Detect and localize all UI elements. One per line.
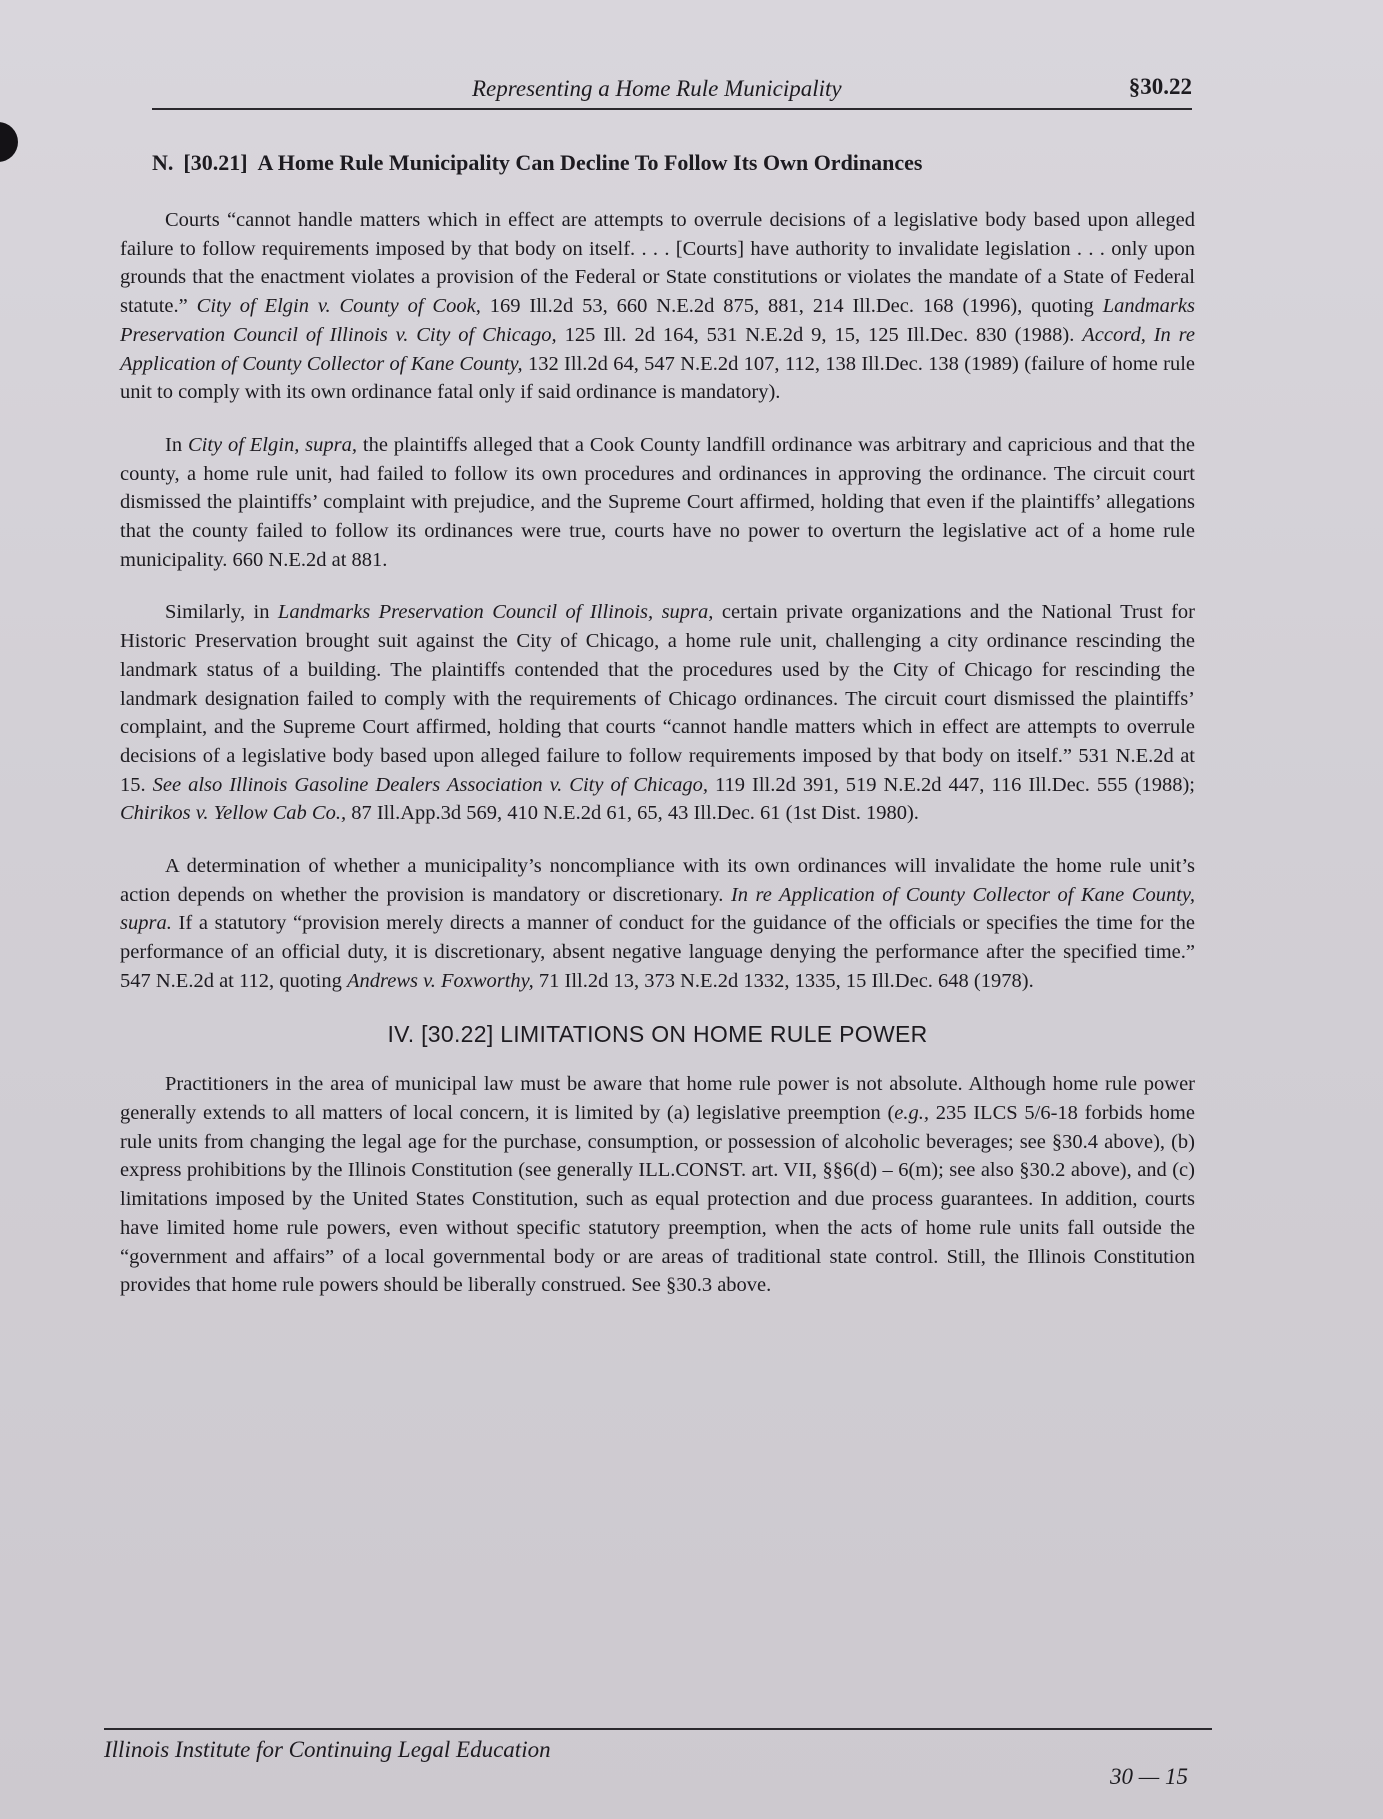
text-run: 119 Ill.2d 391, 519 N.E.2d 447, 116 Ill.Dec. 555 (1988);	[708, 773, 1195, 796]
text-run: Similarly, in	[165, 601, 278, 624]
paragraph-5	[120, 1070, 1195, 1300]
section-heading-text: A Home Rule Municipality Can Decline To Follow Its Own Ordinances	[257, 150, 923, 175]
text-run: Practitioners in the area of municipal law must be aware that home rule power is not absolute. Although home rule power generally extends to all matters of local concern, it is limited by (a) legislative preemption (	[120, 1073, 1195, 1124]
chapter-subheading: IV. [30.22] LIMITATIONS ON HOME RULE POWER	[387, 1020, 928, 1047]
paragraph-4	[120, 852, 1195, 996]
text-run: If a statutory “provision merely directs a manner of conduct for the guidance of the officials or specifies the time for the performance of an official duty, it is discretionary, absent negative language denying the performance after the specified time.” 547 N.E.2d at 112, quoting	[120, 912, 1195, 992]
text-run: 87 Ill.App.3d 569, 410 N.E.2d 61, 65, 43 Ill.Dec. 61 (1st Dist. 1980).	[346, 802, 919, 825]
page-number: 30 — 15	[1110, 1764, 1188, 1789]
text-run: 132 Ill.2d 64, 547 N.E.2d 107, 112, 138 Ill.Dec. 138 (1989) (failure of home rule unit to comply with its own ordinance fatal only if said ordinance is mandatory).	[120, 352, 1195, 404]
case-citation: Chirikos v. Yellow Cab Co.,	[120, 802, 347, 825]
paragraph-1	[120, 206, 1195, 407]
text-run: A determination of whether a municipality’s noncompliance with its own ordinances will invalidate the home rule unit’s action depends on whether the provision is mandatory or discretionary.	[120, 855, 1195, 906]
text-run: 169 Ill.2d 53, 660 N.E.2d 875, 881, 214 Ill.Dec. 168 (1996), quoting	[480, 295, 1103, 318]
footer-publisher: Illinois Institute for Continuing Legal Education	[104, 1737, 551, 1762]
abbreviation: e.g.,	[894, 1101, 930, 1124]
footer-rule	[104, 1728, 1212, 1730]
running-header	[152, 74, 1192, 110]
running-header-title: Representing a Home Rule Municipality	[472, 76, 842, 101]
paragraph-2	[120, 431, 1195, 575]
section-heading-number: [30.21]	[183, 150, 248, 175]
case-citation: Landmarks Preservation Council of Illinois v. City of Chicago,	[120, 295, 1195, 346]
binder-hole	[0, 122, 18, 162]
section-heading	[152, 150, 932, 176]
case-citation: City of Elgin, supra,	[187, 433, 358, 456]
text-run: In	[165, 433, 188, 456]
section-heading-letter: N.	[152, 150, 174, 175]
running-header-section: §30.22	[1128, 74, 1192, 99]
text-run: 71 Ill.2d 13, 373 N.E.2d 1332, 1335, 15 Ill.Dec. 648 (1978).	[533, 969, 1034, 992]
case-citation: Landmarks Preservation Council of Illinois, supra,	[277, 601, 714, 624]
body-text	[120, 206, 1195, 1324]
case-citation: See also Illinois Gasoline Dealers Association v. City of Chicago,	[152, 773, 708, 796]
paragraph-3	[120, 598, 1195, 828]
text-run: 235 ILCS 5/6-18 forbids home rule units from changing the legal age for the purchase, consumption, or possession of alcoholic beverages; see §30.4 above), (b) express prohibitions by the Illinois Constitution (see generally ILL.CONST. art. VII, §§6(d) – 6(m); see also §30.2 above), and (c) limitations imposed by the United States Constitution, such as equal protection and due process guarantees. In addition, courts have limited home rule powers, even without specific statutory preemption, when the acts of home rule units fall outside the “government and affairs” of a local governmental body or are areas of traditional state control. Still, the Illinois Constitution provides that home rule powers should be liberally construed. See §30.3 above.	[120, 1101, 1195, 1297]
text-run: 125 Ill. 2d 164, 531 N.E.2d 9, 15, 125 Ill.Dec. 830 (1988).	[556, 323, 1083, 346]
case-citation: Andrews v. Foxworthy,	[347, 969, 534, 992]
text-run: the plaintiffs alleged that a Cook County landfill ordinance was arbitrary and capricious and that the county, a home rule unit, had failed to follow its own procedures and ordinances in approving the ordinance. The circuit court dismissed the plaintiffs’ complaint with prejudice, and the Supreme Court affirmed, holding that even if the plaintiffs’ allegations that the county failed to follow its ordinances were true, courts have no power to overturn the legislative act of a home rule municipality. 660 N.E.2d at 881.	[120, 433, 1195, 571]
case-citation: Accord, In re Application of County Collector of Kane County,	[120, 323, 1195, 375]
case-citation: In re Application of County Collector of Kane County, supra.	[120, 883, 1195, 935]
text-run: certain private organizations and the National Trust for Historic Preservation brought suit against the City of Chicago, a home rule unit, challenging a city ordinance rescinding the landmark status of a building. The plaintiffs contended that the procedures used by the City of Chicago for rescinding the landmark designation failed to comply with the requirements of Chicago ordinances. The circuit court dismissed the plaintiffs’ complaint, and the Supreme Court affirmed, holding that courts “cannot handle matters which in effect are attempts to overrule decisions of a legislative body based upon alleged failure to follow requirements imposed by that body on itself.” 531 N.E.2d at 15.	[120, 601, 1195, 796]
text-run: Courts “cannot handle matters which in effect are attempts to overrule decisions of a legislative body based upon alleged failure to follow requirements imposed by that body on itself. . . . [Courts] have authority to invalidate legislation . . . only upon grounds that the enactment violates a provision of the Federal or State constitutions or violates the mandate of a State of Federal statute.”	[120, 209, 1195, 318]
case-citation: City of Elgin v. County of Cook,	[196, 295, 481, 318]
